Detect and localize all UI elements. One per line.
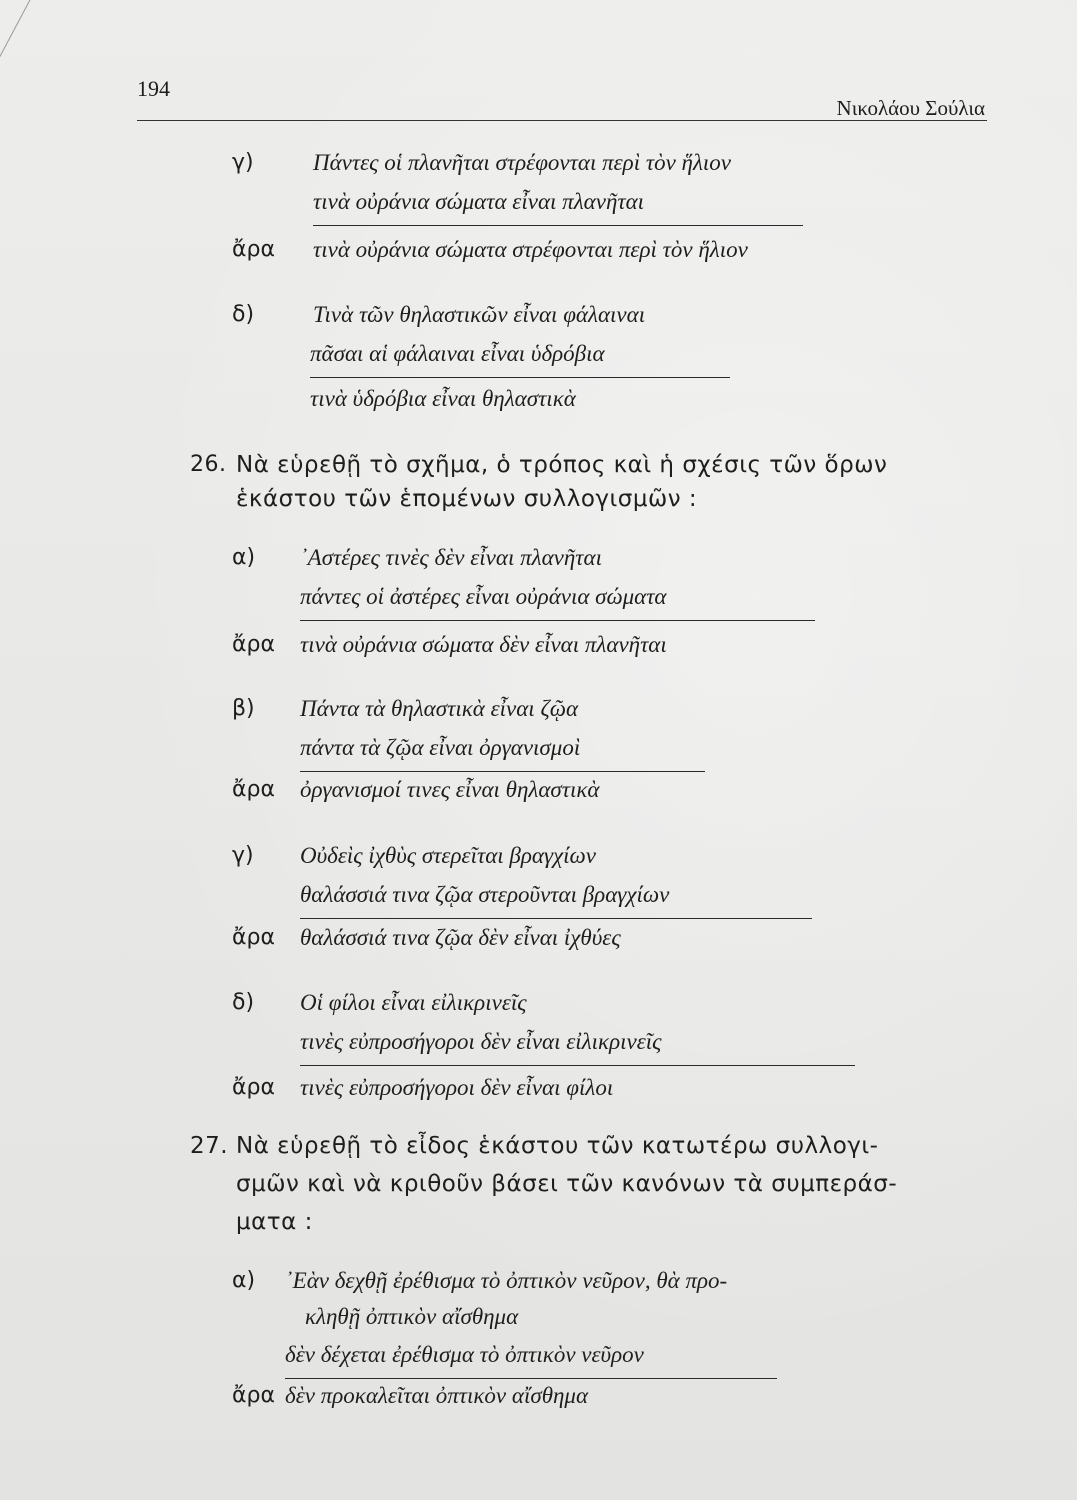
syllogism-label: δ) xyxy=(232,990,255,1015)
conclusion: τινὰ οὐράνια σώματα δὲν εἶναι πλανῆται xyxy=(300,632,667,657)
premise-major: ᾿Αστέρες τινὲς δὲν εἶναι πλανῆται xyxy=(300,545,602,570)
conclusion: ὀργανισμοί τινες εἶναι θηλαστικὰ xyxy=(300,777,600,802)
syllogism-label: α) xyxy=(232,545,256,570)
premise-major: Τινὰ τῶν θηλαστικῶν εἶναι φάλαιναι xyxy=(313,302,646,327)
premise-major-continued: κληθῇ ὀπτικὸν αἴσθημα xyxy=(305,1304,519,1329)
conclusion: τινὰ οὐράνια σώματα στρέφονται περὶ τὸν ἥλιον xyxy=(313,237,748,262)
exercise-instruction-line: σμῶν καὶ νὰ κριθοῦν βάσει τῶν κανόνων τὰ συμπεράσ- xyxy=(236,1171,898,1197)
exercise-instruction-line: ἑκάστου τῶν ἑπομένων συλλογισμῶν : xyxy=(236,486,698,512)
conclusion-word: ἄρα xyxy=(232,632,275,657)
page-corner-mark xyxy=(0,0,41,131)
conclusion-word: ἄρα xyxy=(232,237,275,262)
conclusion: τινὲς εὐπροσήγοροι δὲν εἶναι φίλοι xyxy=(300,1075,614,1100)
conclusion-rule xyxy=(310,377,730,378)
exercise-number: 26. xyxy=(190,452,227,477)
premise-minor: πάντα τὰ ζῷα εἶναι ὀργανισμοὶ xyxy=(300,735,581,760)
conclusion-word: ἄρα xyxy=(232,777,275,802)
conclusion: δὲν προκαλεῖται ὀπτικὸν αἴσθημα xyxy=(285,1383,589,1408)
premise-major: Πάντα τὰ θηλαστικὰ εἶναι ζῷα xyxy=(300,696,579,721)
premise-major: ᾿Εὰν δεχθῇ ἐρέθισμα τὸ ὀπτικὸν νεῦρον, θὰ προ- xyxy=(285,1268,728,1293)
syllogism-label: γ) xyxy=(232,150,254,175)
conclusion-word: ἄρα xyxy=(232,925,275,950)
premise-major: Οἱ φίλοι εἶναι εἰλικρινεῖς xyxy=(300,990,527,1015)
premise-minor: θαλάσσιά τινα ζῷα στεροῦνται βραγχίων xyxy=(300,882,670,907)
conclusion: θαλάσσιά τινα ζῷα δὲν εἶναι ἰχθύες xyxy=(300,925,621,950)
exercise-instruction-line: ματα : xyxy=(236,1209,313,1235)
conclusion-word: ἄρα xyxy=(232,1075,275,1100)
page-number: 194 xyxy=(137,76,170,101)
syllogism-label: β) xyxy=(232,696,255,721)
syllogism-label: α) xyxy=(232,1268,256,1293)
exercise-number: 27. xyxy=(190,1133,229,1159)
syllogism-label: δ) xyxy=(232,302,255,327)
conclusion-rule xyxy=(300,620,815,621)
premise-major: Πάντες οἱ πλανῆται στρέφονται περὶ τὸν ἥλιον xyxy=(313,150,732,175)
syllogism-label: γ) xyxy=(232,843,254,868)
conclusion-rule xyxy=(285,1378,777,1379)
premise-minor: δὲν δέχεται ἐρέθισμα τὸ ὀπτικὸν νεῦρον xyxy=(285,1342,644,1367)
exercise-instruction-line: Νὰ εὑρεθῇ τὸ σχῆμα, ὁ τρόπος καὶ ἡ σχέσις τῶν ὅρων xyxy=(236,452,888,478)
conclusion-word: ἄρα xyxy=(232,1383,275,1408)
premise-minor: πάντες οἱ ἀστέρες εἶναι οὐράνια σώματα xyxy=(300,584,667,609)
conclusion-rule xyxy=(300,771,705,772)
conclusion-rule xyxy=(300,918,812,919)
premise-minor: τινὲς εὐπροσήγοροι δὲν εἶναι εἰλικρινεῖς xyxy=(300,1029,662,1054)
premise-major: Οὐδεὶς ἰχθὺς στερεῖται βραγχίων xyxy=(300,843,597,868)
conclusion: τινὰ ὑδρόβια εἶναι θηλαστικὰ xyxy=(310,386,576,411)
header-rule xyxy=(137,120,987,121)
conclusion-rule xyxy=(300,1065,855,1066)
conclusion-rule xyxy=(313,225,803,226)
exercise-instruction-line: Νὰ εὑρεθῇ τὸ εἶδος ἑκάστου τῶν κατωτέρω συλλογι- xyxy=(236,1133,879,1159)
premise-minor: πᾶσαι αἱ φάλαιναι εἶναι ὑδρόβια xyxy=(310,341,605,366)
premise-minor: τινὰ οὐράνια σώματα εἶναι πλανῆται xyxy=(313,189,645,214)
running-head: Νικολάου Σούλια xyxy=(836,96,985,120)
